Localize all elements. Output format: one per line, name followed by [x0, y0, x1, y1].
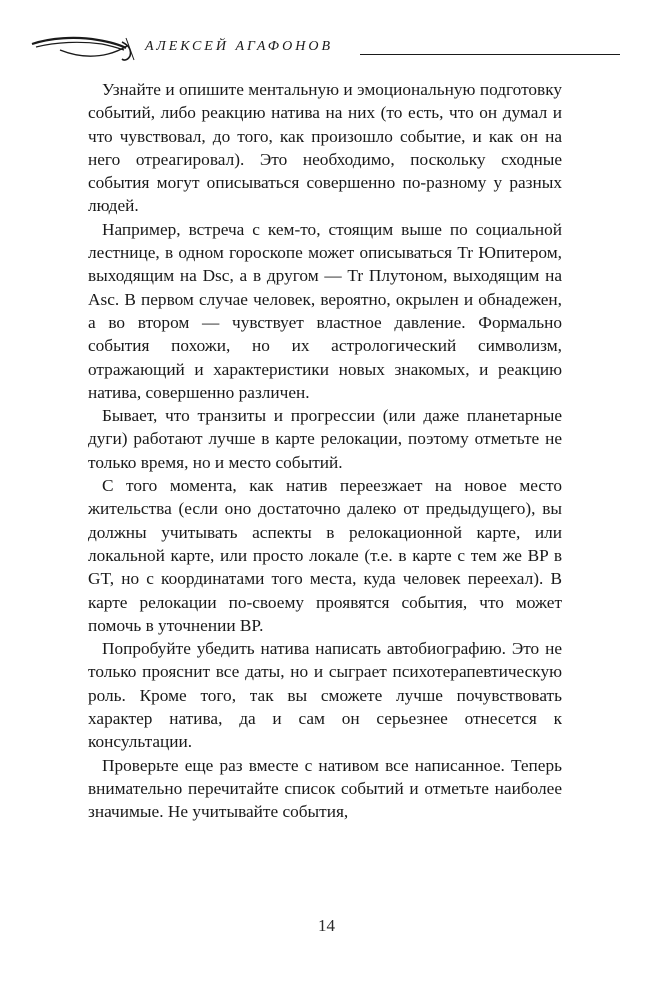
paragraph: Попробуйте убедить натива написать автобиографию. Это не только прояснит все даты, но и сыграет психотерапевтическую роль. Кроме того, так вы сможете лучше почувствовать характер натива, да и сам он серьезнее отнесется к консультации. [88, 639, 562, 752]
running-head-rule [360, 54, 620, 55]
running-head-author: АЛЕКСЕЙ АГАФОНОВ [145, 39, 334, 54]
page-number: 14 [318, 916, 335, 935]
body-text [88, 78, 562, 824]
paragraph: Бывает, что транзиты и прогрессии (или даже планетарные дуги) работают лучше в карте релокации, поэтому отметьте не только время, но и место событий. [88, 406, 562, 472]
paragraph: Узнайте и опишите ментальную и эмоциональную подготовку событий, либо реакцию натива на них (то есть, что он думал и что чувствовал, до того, как произошло событие, и как он на него отреагировал). Это необходимо, поскольку сходные события могут описываться совершенно по-разному у разных людей. [88, 80, 562, 216]
paragraph: С того момента, как натив переезжает на новое место жительства (если оно достаточно далеко от предыдущего), вы должны учитывать аспекты в релокационной карте, или локальной карте, или просто локале (т.е. в карте с тем же BP в GT, но с координатами того места, куда человек переехал). В карте релокации по-своему проявятся события, что может помочь в уточнении BP. [88, 476, 562, 635]
running-head [30, 30, 620, 70]
paragraph: Проверьте еще раз вместе с нативом все написанное. Теперь внимательно перечитайте список событий и отметьте наиболее значимые. Не учитывайте события, [88, 755, 562, 822]
quill-ornament-icon [30, 30, 140, 70]
paragraph: Например, встреча с кем-то, стоящим выше по социальной лестнице, в одном гороскопе может описываться Tr Юпитером, выходящим на Dsc, а в другом — Tr Плутоном, выходящим на Asc. В первом случае человек, вероятно, окрылен и обнадежен, а во втором — чувствует властное давление. Формально события похожи, но их астрологический символизм, отражающий и характеристики новых знакомых, и реакцию натива, совершенно различен. [88, 219, 562, 402]
